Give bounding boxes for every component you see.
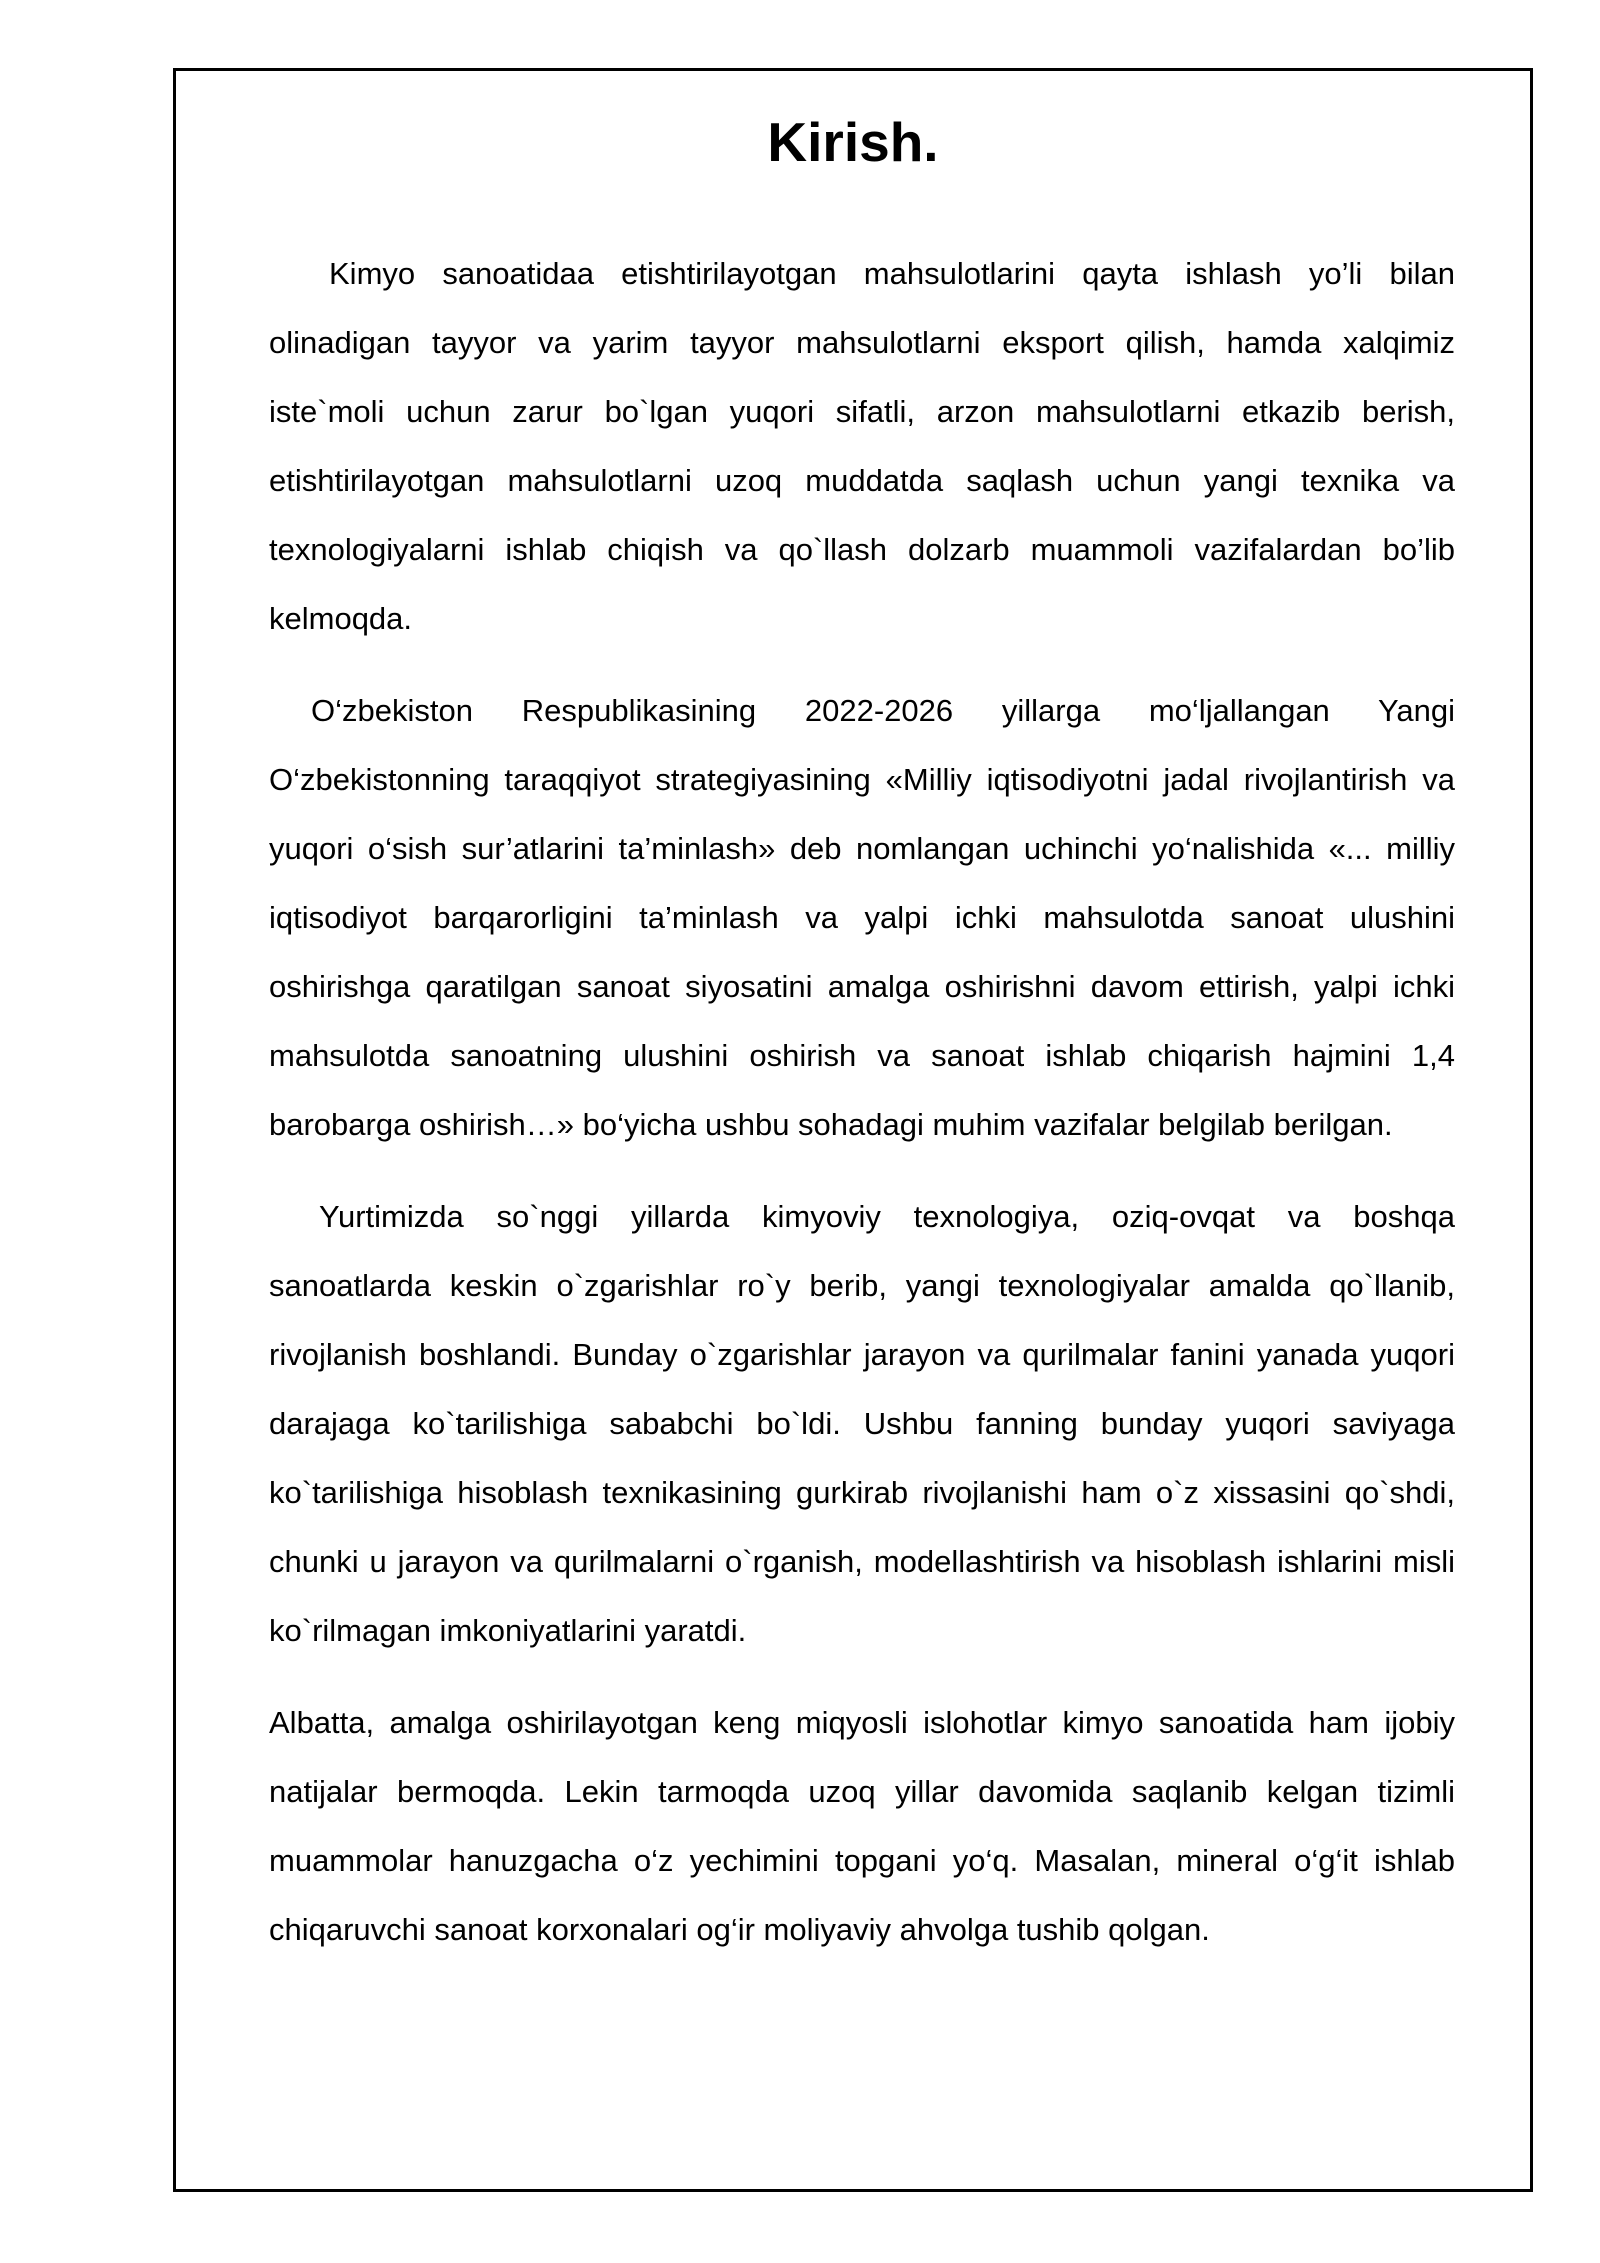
paragraph-reforms: Albatta, amalga oshirilayotgan keng miqyosli islohotlar kimyo sanoatida ham ijobiy natijalar bermoqda. Lekin tarmoqda uzoq yillar davomida saqlanib kelgan tizimli muammolar hanuzgacha o‘z yechimini topgani yo‘q. Masalan, mineral o‘g‘it ishlab chiqaruvchi sanoat korxonalari og‘ir moliyaviy ahvolga tushib qolgan. (269, 1705, 1455, 1947)
page-border (173, 68, 1533, 2192)
page-title: Kirish. (767, 111, 939, 173)
paragraph-intro: Kimyo sanoatidaa etishtirilayotgan mahsulotlarini qayta ishlash yo’li bilan olinadigan tayyor va yarim tayyor mahsulotlarni eksport qilish, hamda xalqimiz iste`moli uchun zarur bo`lgan yuqori sifatli, arzon mahsulotlarni etkazib berish, etishtirilayotgan mahsulotlarni uzoq muddatda saqlash uchun yangi texnika va texnologiyalarni ishlab chiqish va qo`llash dolzarb muammoli vazifalardan bo’lib kelmoqda. (269, 256, 1455, 636)
paragraph-technology: Yurtimizda so`nggi yillarda kimyoviy texnologiya, oziq-ovqat va boshqa sanoatlarda keskin o`zgarishlar ro`y berib, yangi texnologiyalar amalda qo`llanib, rivojlanish boshlandi. Bunday o`zgarishlar jarayon va qurilmalar fanini yanada yuqori darajaga ko`tarilishiga sababchi bo`ldi. Ushbu fanning bunday yuqori saviyaga ko`tarilishiga hisoblash texnikasining gurkirab rivojlanishi ham o`z xissasini qo`shdi, chunki u jarayon va qurilmalarni o`rganish, modellashtirish va hisoblash ishlarini misli ko`rilmagan imkoniyatlarini yaratdi. (269, 1199, 1455, 1648)
paragraph-strategy: O‘zbekiston Respublikasining 2022-2026 yillarga mo‘ljallangan Yangi O‘zbekistonning taraqqiyot strategiyasining «Milliy iqtisodiyotni jadal rivojlantirish va yuqori o‘sish sur’atlarini ta’minlash» deb nomlangan uchinchi yo‘nalishida «... milliy iqtisodiyot barqarorligini ta’minlash va yalpi ichki mahsulotda sanoat ulushini oshirishga qaratilgan sanoat siyosatini amalga oshirishni davom ettirish, yalpi ichki mahsulotda sanoatning ulushini oshirish va sanoat ishlab chiqarish hajmini 1,4 barobarga oshirish…» bo‘yicha ushbu sohadagi muhim vazifalar belgilab berilgan. (269, 693, 1455, 1142)
body-text (269, 239, 1455, 1964)
